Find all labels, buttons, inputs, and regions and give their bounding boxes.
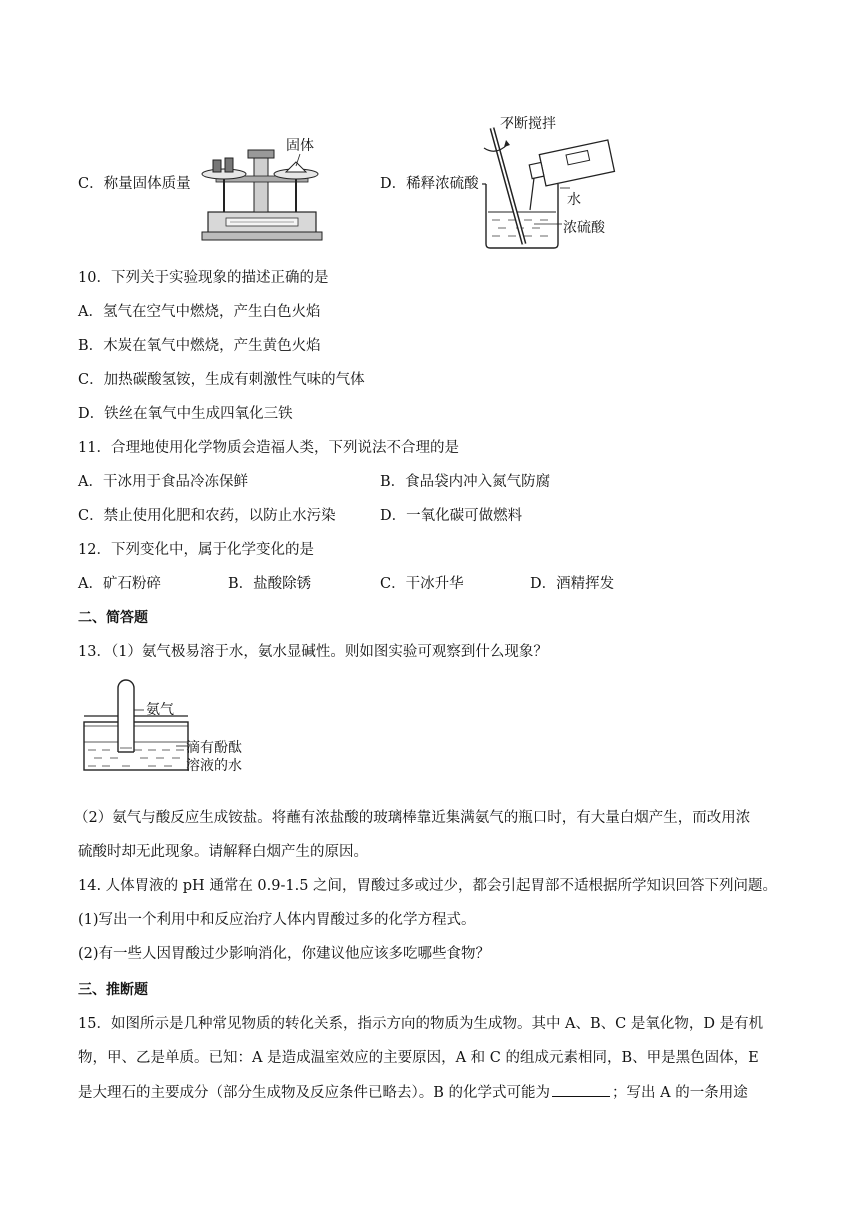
q12-option-a: A．矿石粉碎 [78, 576, 161, 592]
q15-line2: 物，甲、乙是单质。已知：A 是造成温室效应的主要原因，A 和 C 的组成元素相同，B、甲是黑色固体，E [78, 1050, 759, 1066]
q11-option-c: C．禁止使用化肥和农药，以防止水污染 [78, 508, 336, 524]
stir-label: 不断搅拌 [500, 116, 556, 132]
q13-part2-line2: 硫酸时却无此现象。请解释白烟产生的原因。 [78, 844, 368, 860]
q15-line1: 15．如图所示是几种常见物质的转化关系，指示方向的物质为生成物。其中 A、B、C 是氧化物，D 是有机 [78, 1016, 764, 1032]
q11-option-d: D．一氧化碳可做燃料 [380, 508, 523, 524]
q14-sub2: (2)有一些人因胃酸过少影响消化，你建议他应该多吃哪些食物？ [78, 946, 491, 962]
q12-option-b: B．盐酸除锈 [228, 576, 312, 592]
q10-option-c: C．加热碳酸氢铵，生成有刺激性气味的气体 [78, 372, 365, 388]
q11-option-b: B．食品袋内冲入氮气防腐 [380, 474, 551, 490]
phenolphthalein-label-1: 滴有酚酞 [186, 740, 242, 756]
section-heading-2: 二、简答题 [78, 610, 148, 626]
q10-option-a: A．氢气在空气中燃烧，产生白色火焰 [78, 304, 321, 320]
q12-option-c: C．干冰升华 [380, 576, 464, 592]
q12-stem: 12．下列变化中，属于化学变化的是 [78, 542, 314, 558]
q13-part1: 13．（1）氨气极易溶于水，氨水显碱性。则如图实验可观察到什么现象？ [78, 644, 548, 660]
section-heading-3: 三、推断题 [78, 982, 148, 998]
ammonia-label: 氨气 [146, 702, 174, 718]
q15-line3 [78, 1082, 748, 1103]
q11-option-a: A．干冰用于食品冷冻保鲜 [78, 474, 248, 490]
water-label: 水 [567, 192, 581, 208]
q9-option-c: C．称量固体质量 [78, 176, 191, 192]
q12-option-d: D．酒精挥发 [530, 576, 615, 592]
q10-option-b: B．木炭在氧气中燃烧，产生黄色火焰 [78, 338, 321, 354]
q14-sub1: (1)写出一个利用中和反应治疗人体内胃酸过多的化学方程式。 [78, 912, 476, 928]
q15-line3-b: ；写出 A 的一条用途 [612, 1085, 748, 1101]
q11-stem: 11．合理地使用化学物质会造福人类，下列说法不合理的是 [78, 440, 459, 456]
acid-label: 浓硫酸 [563, 220, 605, 236]
q10-stem: 10．下列关于实验现象的描述正确的是 [78, 270, 329, 286]
ammonia-tube-figure [82, 676, 192, 776]
solid-label: 固体 [286, 138, 314, 154]
q13-part2-line1: （2）氨气与酸反应生成铵盐。将蘸有浓盐酸的玻璃棒靠近集满氨气的瓶口时，有大量白烟产生，而改用浓 [74, 810, 751, 826]
q10-option-d: D．铁丝在氧气中生成四氧化三铁 [78, 406, 293, 422]
q15-line3-a: 是大理石的主要成分（部分生成物及反应条件已略去）。B 的化学式可能为 [78, 1085, 551, 1101]
q14-stem: 14. 人体胃液的 pH 通常在 0.9-1.5 之间，胃酸过多或过少，都会引起胃部不适根据所学知识回答下列问题。 [78, 878, 778, 894]
phenolphthalein-label-2: 溶液的水 [186, 758, 242, 774]
answer-blank[interactable] [552, 1082, 610, 1097]
q9-option-d: D．稀释浓硫酸 [380, 176, 479, 192]
